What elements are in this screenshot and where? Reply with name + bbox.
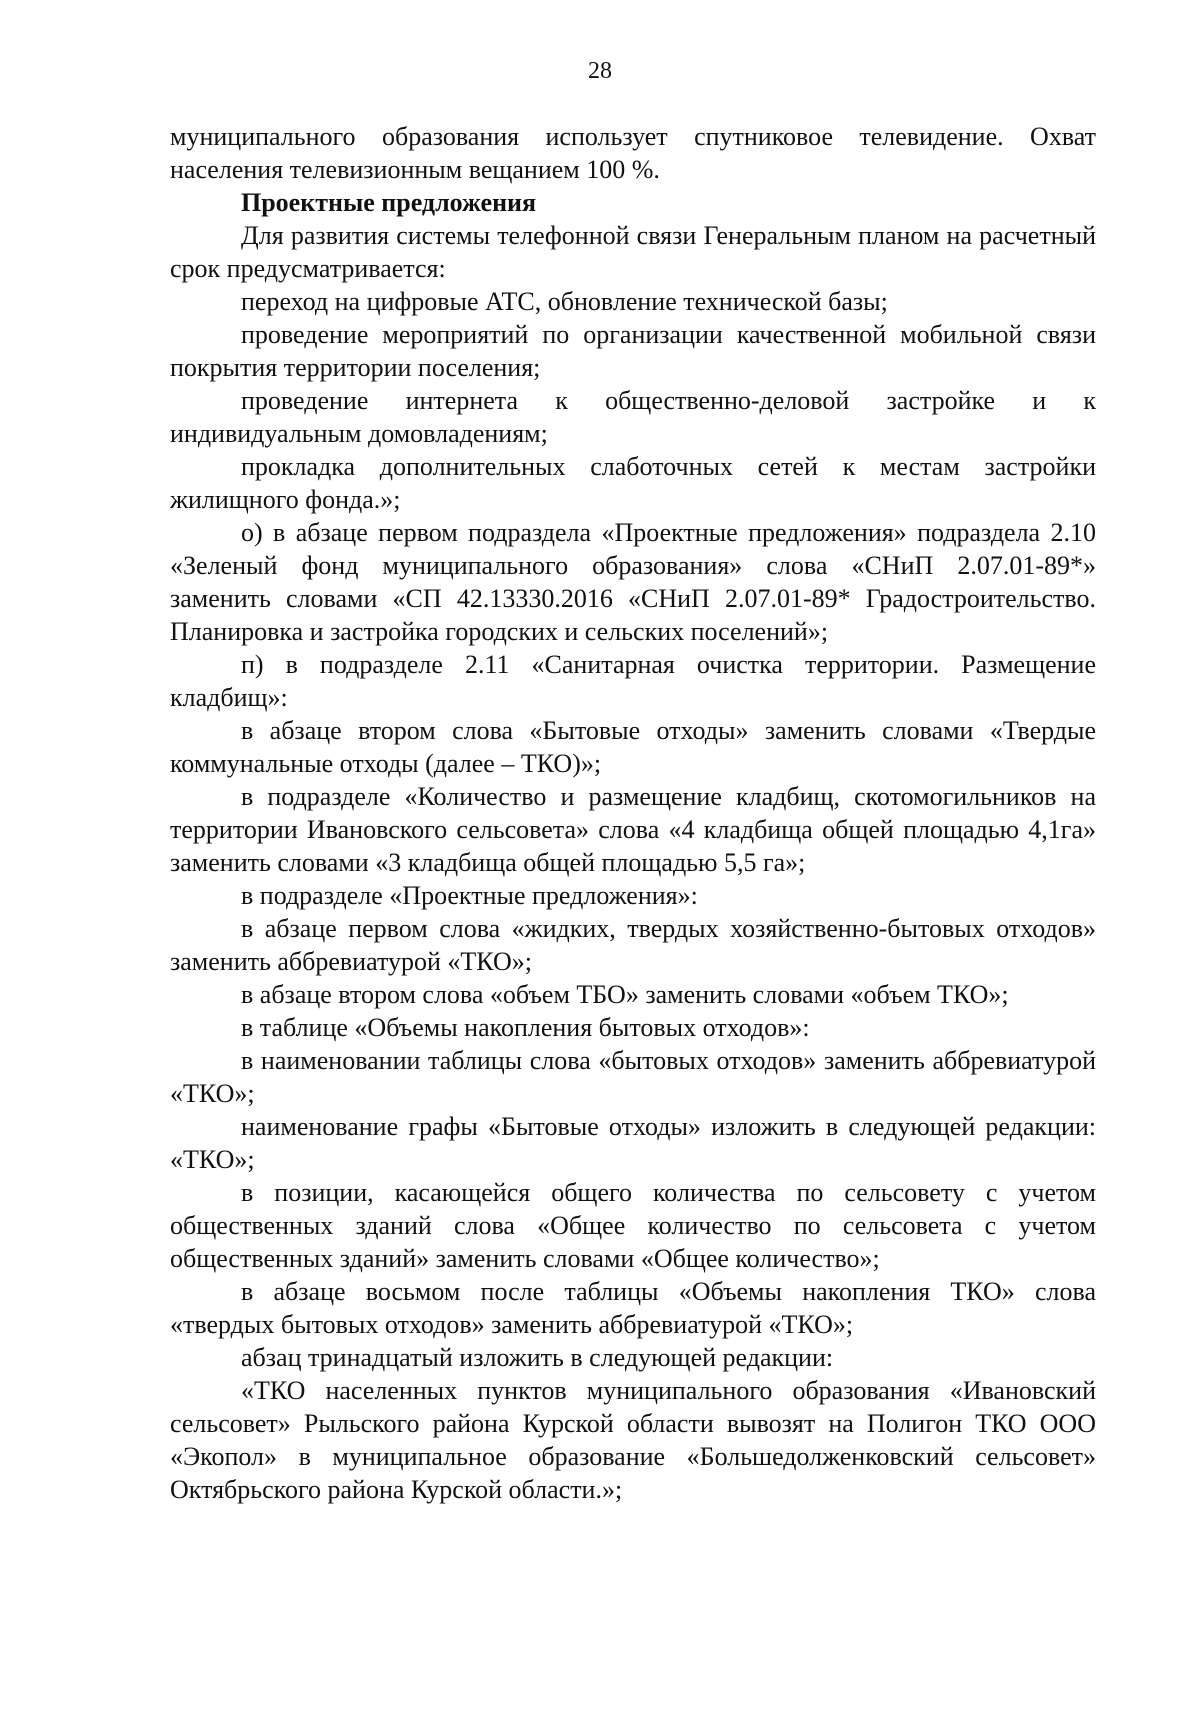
paragraph-continuation: муниципального образования использует спутниковое телевидение. Охват населения телевизионным вещанием 100 %. [170, 122, 1096, 184]
paragraph: о) в абзаце первом подраздела «Проектные предложения» подраздела 2.10 «Зеленый фонд муниципального образования» слова «СНиП 2.07.01-89*» заменить словами «СП 42.13330.2016 «СНиП 2.07.01-89* Градостроительство. Планировка и застройка городских и сельских поселений»; [170, 518, 1096, 646]
paragraph: переход на цифровые АТС, обновление технической базы; [241, 287, 888, 316]
paragraph: в подразделе «Количество и размещение кладбищ, скотомогильников на территории Ивановского сельсовета» слова «4 кладбища общей площадью 4,1га» заменить словами «3 кладбища общей площадью 5,5 га»; [170, 782, 1096, 877]
paragraph: «ТКО населенных пунктов муниципального образования «Ивановский сельсовет» Рыльского района Курской области вывозят на Полигон ТКО ООО «Экопол» в муниципальное образование «Большедолженковский сельсовет» Октябрьского района Курской области.»; [170, 1376, 1096, 1504]
paragraph: проведение мероприятий по организации качественной мобильной связи покрытия территории поселения; [170, 320, 1096, 382]
paragraph: Для развития системы телефонной связи Генеральным планом на расчетный срок предусматривается: [170, 221, 1096, 283]
page-number: 28 [588, 58, 612, 84]
paragraph: в позиции, касающейся общего количества по сельсовету с учетом общественных зданий слова «Общее количество по сельсовета с учетом общественных зданий» заменить словами «Общее количество»; [170, 1178, 1096, 1273]
paragraph: в абзаце первом слова «жидких, твердых хозяйственно-бытовых отходов» заменить аббревиатурой «ТКО»; [170, 914, 1096, 976]
paragraph: в подразделе «Проектные предложения»: [241, 881, 698, 910]
paragraph: в таблице «Объемы накопления бытовых отходов»: [241, 1013, 810, 1042]
paragraph: в абзаце восьмом после таблицы «Объемы накопления ТКО» слова «твердых бытовых отходов» заменить аббревиатурой «ТКО»; [170, 1277, 1096, 1339]
document-body [170, 120, 1096, 1506]
paragraph: прокладка дополнительных слаботочных сетей к местам застройки жилищного фонда.»; [170, 452, 1096, 514]
section-heading: Проектные предложения [241, 188, 537, 217]
paragraph: проведение интернета к общественно-деловой застройке и к индивидуальным домовладениям; [170, 386, 1096, 448]
paragraph: в абзаце втором слова «Бытовые отходы» заменить словами «Твердые коммунальные отходы (далее – ТКО)»; [170, 716, 1096, 778]
paragraph: в абзаце втором слова «объем ТБО» заменить словами «объем ТКО»; [241, 980, 1009, 1009]
paragraph: наименование графы «Бытовые отходы» изложить в следующей редакции: «ТКО»; [170, 1112, 1096, 1174]
paragraph: абзац тринадцатый изложить в следующей редакции: [241, 1343, 834, 1372]
paragraph: в наименовании таблицы слова «бытовых отходов» заменить аббревиатурой «ТКО»; [170, 1046, 1096, 1108]
paragraph: п) в подразделе 2.11 «Санитарная очистка территории. Размещение кладбищ»: [170, 650, 1096, 712]
